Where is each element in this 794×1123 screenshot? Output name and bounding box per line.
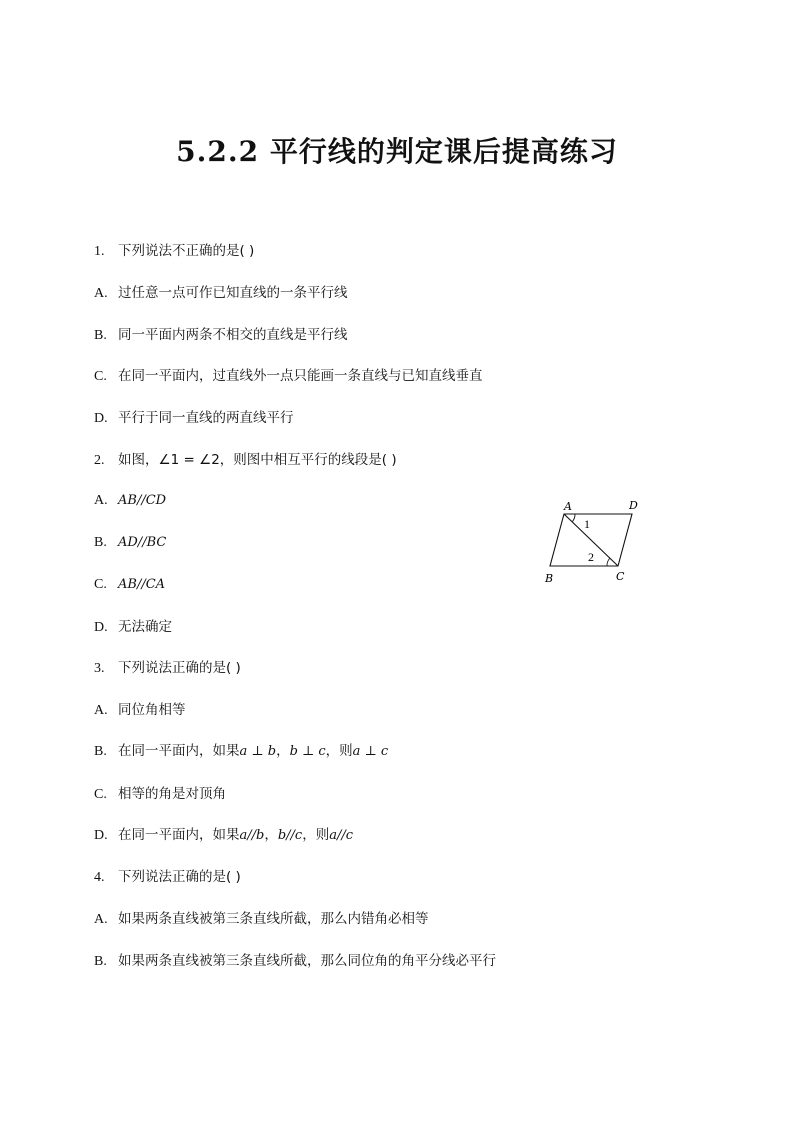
question-2-option-b [94,533,166,552]
question-text: 如图，∠1 = ∠2，则图中相互平行的线段是( ) [118,452,397,468]
question-1-stem [94,242,254,261]
question-2-option-c [94,575,165,594]
page-title: 5.2.2 平行线的判定课后提高练习 [176,135,618,168]
option-math: a//b [239,828,265,843]
question-1-option-d [94,409,294,428]
option-label: B. [94,954,107,969]
question-1-option-a [94,284,348,303]
option-label: C. [94,577,107,592]
option-text: 同位角相等 [118,702,186,718]
option-math: a ⊥ c [352,744,389,759]
option-label: A. [94,703,108,718]
option-label: D. [94,620,108,635]
angle-2-arc [607,558,610,566]
option-label: A. [94,912,108,927]
option-math: AB//CA [118,577,166,592]
option-text: 同一平面内两条不相交的直线是平行线 [118,327,348,343]
question-text: 下列说法正确的是( ) [118,869,241,885]
question-number: 2. [94,453,105,468]
option-separator: ， [276,743,290,759]
option-label: D. [94,411,108,426]
question-3-option-a [94,701,186,720]
question-1-option-c [94,367,483,386]
option-text: 如果两条直线被第三条直线所截，那么同位角的角平分线必平行 [118,953,496,969]
option-math: b//c [277,828,303,843]
angle-2-label: 2 [588,550,594,564]
question-1-option-b [94,326,348,345]
question-number: 4. [94,870,105,885]
option-label: C. [94,787,107,802]
question-3-option-c [94,785,226,804]
question-4-option-a [94,910,429,929]
option-label: B. [94,744,107,759]
option-math: AB//CD [118,493,167,508]
option-text: 平行于同一直线的两直线平行 [118,410,294,426]
option-math: a//c [329,828,354,843]
option-text: 无法确定 [118,619,172,635]
question-text: 下列说法正确的是( ) [118,660,241,676]
angle-1-label: 1 [584,517,590,531]
option-text: 在同一平面内，如果 [118,743,240,759]
question-number: 3. [94,661,105,676]
vertex-c-label: C [616,570,625,583]
option-text: 相等的角是对顶角 [118,786,226,802]
option-text: 在同一平面内，如果 [118,827,240,843]
option-label: A. [94,493,108,508]
question-text: 下列说法不正确的是( ) [118,243,255,259]
question-3-stem [94,659,241,678]
option-text: 在同一平面内，过直线外一点只能画一条直线与已知直线垂直 [118,368,483,384]
question-2-option-d [94,618,172,637]
option-separator: ，则 [302,827,330,843]
option-text: 如果两条直线被第三条直线所截，那么内错角必相等 [118,911,429,927]
option-label: B. [94,328,107,343]
option-label: A. [94,286,108,301]
option-label: D. [94,828,108,843]
option-label: B. [94,535,107,550]
parallelogram-figure [540,496,650,588]
vertex-b-label: B [545,572,554,585]
question-4-option-b [94,952,496,971]
angle-1-arc [572,514,575,522]
question-2-stem [94,451,397,470]
question-3-option-b [94,742,388,761]
vertex-d-label: D [629,499,638,512]
option-text: 过任意一点可作已知直线的一条平行线 [118,285,348,301]
question-4-stem [94,868,241,887]
option-math: a ⊥ b [239,744,277,759]
vertex-a-label: A [564,500,572,513]
option-math: b ⊥ c [289,744,326,759]
option-separator: ， [264,827,278,843]
question-number: 1. [94,244,105,259]
question-2-option-a [94,491,166,510]
option-label: C. [94,369,107,384]
option-separator: ，则 [325,743,353,759]
question-3-option-d [94,826,353,845]
option-math: AD//BC [118,535,167,550]
